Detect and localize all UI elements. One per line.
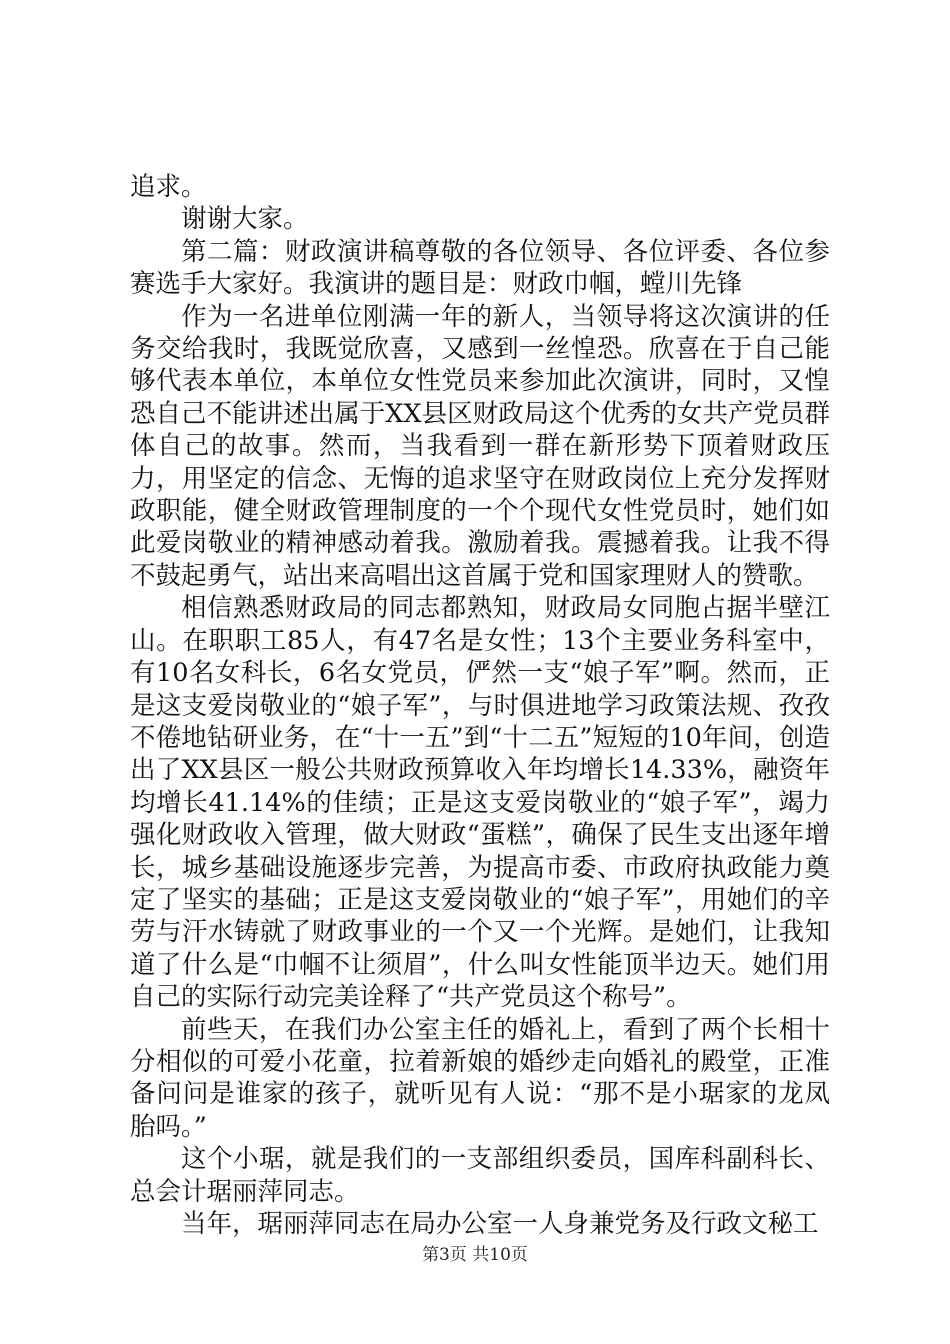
page-footer: 第3页 共10页: [422, 1245, 528, 1265]
paragraph-5: 相信熟悉财政局的同志都熟知，财政局女同胞占据半壁江山。在职职工85人，有47名是女性；13个主要业务科室中，有10名女科长，6名女党员，俨然一支“娘子军”啊。然而，正是这支爱岗敬业的“娘子军”，与时俱进地学习政策法规、孜孜不倦地钻研业务，在“十一五”到“十二五”短短的10年间，创造出了XX县区一般公共财政预算收入年均增长14.33%，融资年均增长41.14%的佳绩；正是这支爱岗敬业的“娘子军”，竭力强化财政收入管理，做大财政“蛋糕”，确保了民生支出逐年增长，城乡基础设施逐步完善，为提高市委、市政府执政能力奠定了坚实的基础；正是这支爱岗敬业的“娘子军”，用她们的辛劳与汗水铸就了财政事业的一个又一个光辉。是她们，让我知道了什么是“巾帼不让须眉”，什么叫女性能顶半边天。她们用自己的实际行动完美诠释了“共产党员这个称号”。: [130, 593, 830, 1013]
paragraph-1: 追求。: [130, 172, 207, 202]
paragraph-3: 第二篇：财政演讲稿尊敬的各位领导、各位评委、各位参赛选手大家好。我演讲的题目是：财政巾帼，螳川先锋: [130, 236, 830, 300]
paragraph-2: 谢谢大家。: [181, 204, 309, 235]
document-body: [130, 171, 830, 1240]
paragraph-8: 当年，琚丽萍同志在局办公室一人身兼党务及行政文秘工: [181, 1209, 819, 1239]
paragraph-7: 这个小琚，就是我们的一支部组织委员，国库科副科长、总会计琚丽萍同志。: [130, 1144, 830, 1207]
paragraph-6: 前些天，在我们办公室主任的婚礼上，看到了两个长相十分相似的可爱小花童，拉着新娘的婚纱走向婚礼的殿堂，正准备问问是谁家的孩子，就听见有人说：“那不是小琚家的龙凤胎吗。”: [130, 1014, 830, 1142]
paragraph-4: 作为一名进单位刚满一年的新人，当领导将这次演讲的任务交给我时，我既觉欣喜，又感到一丝惶恐。欣喜在于自己能够代表本单位，本单位女性党员来参加此次演讲，同时，又惶恐自己不能讲述出属于XX县区财政局这个优秀的女共产党员群体自己的故事。然而，当我看到一群在新形势下顶着财政压力，用坚定的信念、无悔的追求坚守在财政岗位上充分发挥财政职能，健全财政管理制度的一个个现代女性党员时，她们如此爱岗敬业的精神感动着我。激励着我。震撼着我。让我不得不鼓起勇气，站出来高唱出这首属于党和国家理财人的赞歌。: [130, 301, 830, 591]
